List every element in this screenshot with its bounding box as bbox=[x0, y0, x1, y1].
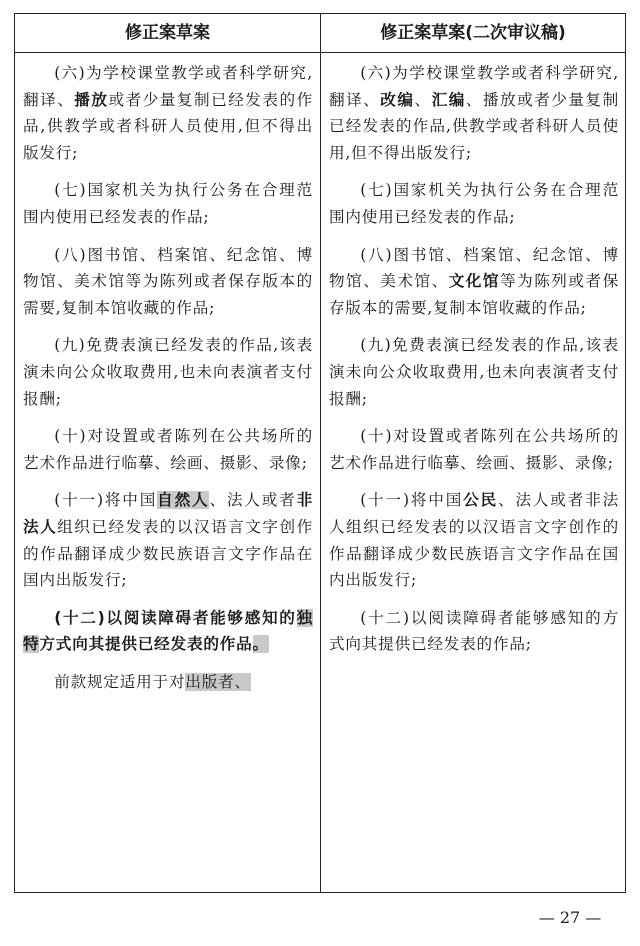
right-item-8: (八)图书馆、档案馆、纪念馆、博物馆、美术馆、文化馆等为陈列或者保存版本的需要,复制本馆收藏的作品; bbox=[329, 245, 619, 317]
left-item-7: (七)国家机关为执行公务在合理范围内使用已经发表的作品; bbox=[23, 181, 313, 226]
highlighted-text: 独特 bbox=[23, 608, 313, 654]
header-left: 修正案草案 bbox=[125, 23, 210, 43]
highlighted-text: 出版者、 bbox=[185, 672, 251, 691]
left-paragraph-scope: 前款规定适用于对出版者、 bbox=[54, 672, 251, 691]
right-item-6: (六)为学校课堂教学或者科学研究,翻译、改编、汇编、播放或者少量复制已经发表的作品,供教学或者科研人员使用,但不得出版发行; bbox=[329, 64, 619, 162]
left-item-6: (六)为学校课堂教学或者科学研究,翻译、播放或者少量复制已经发表的作品,供教学或者科研人员使用,但不得出版发行; bbox=[23, 64, 313, 162]
right-item-10: (十)对设置或者陈列在公共场所的艺术作品进行临摹、绘画、摄影、录像; bbox=[329, 427, 619, 472]
emphasis-text: 非法人 bbox=[23, 491, 313, 536]
header-right: 修正案草案(二次审议稿) bbox=[380, 23, 566, 43]
emphasis-text: 汇编 bbox=[431, 90, 466, 109]
emphasis-text: 改编 bbox=[380, 90, 415, 109]
emphasis-text: 公民 bbox=[463, 491, 499, 510]
right-item-12: (十二)以阅读障碍者能够感知的方式向其提供已经发表的作品; bbox=[329, 608, 619, 654]
table-header-row bbox=[15, 14, 625, 53]
left-item-10: (十)对设置或者陈列在公共场所的艺术作品进行临摹、绘画、摄影、录像; bbox=[23, 427, 313, 472]
left-column bbox=[23, 60, 313, 706]
highlighted-text: 自然人 bbox=[157, 491, 210, 510]
right-item-9: (九)免费表演已经发表的作品,该表演未向公众收取费用,也未向表演者支付报酬; bbox=[329, 336, 619, 408]
left-item-11: (十一)将中国自然人、法人或者非法人组织已经发表的以汉语言文字创作的作品翻译成少数民族语言文字作品在国内出版发行; bbox=[23, 491, 313, 590]
emphasis-text: 播放 bbox=[74, 90, 109, 109]
right-item-7: (七)国家机关为执行公务在合理范围内使用已经发表的作品; bbox=[329, 181, 619, 226]
emphasis-text: 文化馆 bbox=[448, 272, 500, 291]
comparison-table bbox=[14, 13, 626, 893]
left-item-9: (九)免费表演已经发表的作品,该表演未向公众收取费用,也未向表演者支付报酬; bbox=[23, 336, 313, 408]
right-column bbox=[329, 60, 619, 669]
highlighted-text: 。 bbox=[252, 635, 269, 654]
left-item-8: (八)图书馆、档案馆、纪念馆、博物馆、美术馆等为陈列或者保存版本的需要,复制本馆收藏的作品; bbox=[23, 245, 313, 317]
column-divider bbox=[320, 14, 321, 892]
page-number: — 27 — bbox=[538, 908, 602, 927]
right-item-11: (十一)将中国公民、法人或者非法人组织已经发表的以汉语言文字创作的作品翻译成少数民族语言文字作品在国内出版发行; bbox=[329, 491, 619, 590]
left-item-12: (十二)以阅读障碍者能够感知的独特方式向其提供已经发表的作品。 bbox=[23, 608, 313, 654]
